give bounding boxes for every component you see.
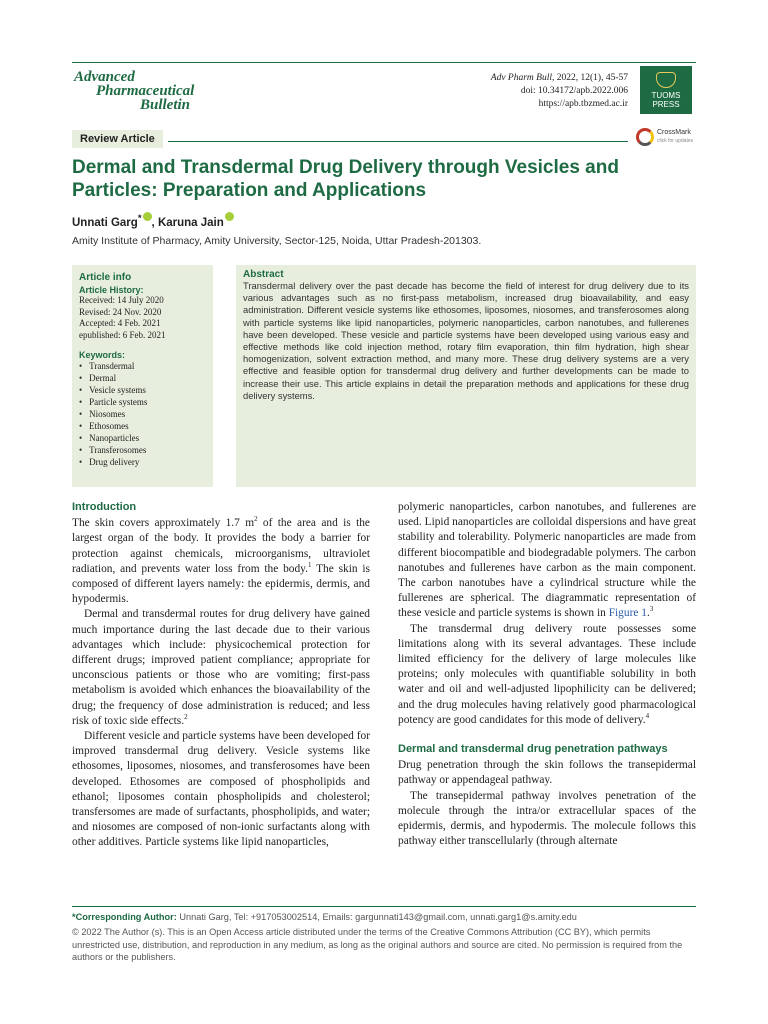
figure-1-link[interactable]: Figure 1 <box>608 607 647 620</box>
tuoms-press-logo <box>640 66 692 114</box>
affiliation: Amity Institute of Pharmacy, Amity University, Sector-125, Noida, Uttar Pradesh-201303. <box>72 235 482 247</box>
citation-journal: Adv Pharm Bull <box>490 73 552 83</box>
author-2: Karuna Jain <box>157 216 224 229</box>
citation-line <box>491 72 628 85</box>
article-title: Dermal and Transdermal Drug Delivery through Vesicles and Particles: Preparation and Applications <box>72 157 619 201</box>
paragraph <box>398 500 696 622</box>
reference-mark[interactable]: 1 <box>307 561 312 570</box>
journal-url[interactable]: https://apb.tbzmed.ac.ir <box>538 99 628 109</box>
paragraph: Different vesicle and particle systems have been developed for improved transdermal drug delivery. Vesicle systems like ethosomes, liposomes, niosomes, and transferosomes have been developed. Ethosomes are composed of phospholipids and ethanol; liposomes contain phospholipids and cholesterol; transfersomes are made of surfactants, phospholipids, and water; and niosomes are composed of non-ionic surfactants along with other additives. Particle systems like lipid nanoparticles, <box>72 730 370 849</box>
corresponding-details: Unnati Garg, Tel: +917053002514, Emails: gargunnati143@gmail.com, unnati.garg1@s.amity.edu <box>176 912 577 922</box>
section-heading-penetration: Dermal and transdermal drug penetration pathways <box>398 743 668 756</box>
article-info-box <box>72 265 213 487</box>
journal-name-line1: Advanced <box>74 69 135 85</box>
paragraph-text: The transdermal drug delivery route possesses some limitations along with its several advantages. These include limited efficiency for the delivery of large molecules like proteins; only molecules with quantifiable solubility in both water and oil and well-adjusted lipophilicity can be delivered; and the drug molecules having relatively good pharmacological potency are good candidates for this mode of delivery. <box>398 622 696 726</box>
press-line1: TUOMS <box>651 91 681 100</box>
body-column-left <box>72 500 370 851</box>
paragraph-text: of the area and is the largest organ of the body. It provides the body a barrier for protection against chemicals, microorganisms, ultraviolet radiation, and prevents water loss from the body. <box>72 517 370 575</box>
paragraph-text: The skin is composed of different layers namely: the epidermis, dermis, and hypodermis. <box>72 562 370 606</box>
reference-mark[interactable]: 4 <box>645 712 650 721</box>
abstract-box <box>236 265 696 487</box>
abstract-text: Transdermal delivery over the past decade has become the field of interest for drug delivery due to its various advantages such as no first-pass metabolism, increased drug bioavailability, and easy administration. Different vesicle systems like ethosomes, liposomes, niosomes, and transferosomes along with particle systems like lipid nanoparticles, polymeric nanoparticles, carbon nanotubes, and fullerenes have been developed. These vesicle and particle systems have been developed using various easy and effective methods like cold injection method, rotary film evaporation, thin film hydration, high shear homogenization, solvent extraction method, and many more. These drug delivery systems are a very effective and feasible option for transdermal drug delivery and further developments can be made to increase their use. This article explains in detail the preparation methods and applications for these drug delivery systems. <box>243 280 689 401</box>
license-text: © 2022 The Author (s). This is an Open Access article distributed under the terms of the Creative Commons Attribution (CC BY), which permits unrestricted use, distribution, and reproduction in any medium, as long as the original authors and source are cited. No permission is required from the authors or the publishers. <box>72 927 683 963</box>
superscript: 2 <box>254 515 258 524</box>
article-type-rule <box>168 141 628 142</box>
section-heading-introduction: Introduction <box>72 501 137 513</box>
paragraph <box>72 607 370 729</box>
footer <box>72 911 696 964</box>
crossmark-label: CrossMark <box>657 129 691 136</box>
body-column-right <box>398 500 696 849</box>
journal-logo <box>74 70 194 112</box>
header-rule <box>72 62 696 63</box>
paragraph: Drug penetration through the skin follows the transepidermal pathway or appendageal pathway. <box>398 759 696 787</box>
keyword-item: • Transdermal <box>79 360 206 372</box>
authors <box>72 212 234 229</box>
press-emblem-icon <box>656 72 676 88</box>
paragraph <box>398 622 696 728</box>
keyword-item: • Ethosomes <box>79 420 206 432</box>
orcid-icon[interactable] <box>225 212 234 221</box>
paragraph-text: polymeric nanoparticles, carbon nanotubes, and fullerenes are used. Lipid nanoparticles are colloidal dispersions and have great stability and tolerability. Polymeric nanoparticles are made from different biocompatible and biodegradable polymers. The carbon nanotubes and fullerenes have carbon as the main component. The carbon nanotubes have a cylindrical structure while the fullerenes are spherical. The diagrammatic representation of these vesicle and particle systems is shown in <box>398 501 696 620</box>
paragraph: The transepidermal pathway involves penetration of the molecule through the intra/or extracellular spaces of the epidermis, dermis, and hypodermis. The molecule follows this pathway either transcellularly (through alternate <box>398 789 696 848</box>
history-revised: Revised: 24 Nov. 2020 <box>79 306 162 317</box>
abstract-heading: Abstract <box>243 269 284 280</box>
article-type-badge: Review Article <box>72 130 163 148</box>
keyword-item: • Dermal <box>79 372 206 384</box>
keyword-item: • Particle systems <box>79 396 206 408</box>
article-info-heading: Article info <box>79 272 132 283</box>
citation-block <box>491 72 628 111</box>
keyword-item: • Transferosomes <box>79 444 206 456</box>
keyword-item: • Niosomes <box>79 408 206 420</box>
corresponding-author <box>72 911 696 923</box>
reference-mark[interactable]: 3 <box>649 605 654 614</box>
footer-rule <box>72 906 696 907</box>
corresponding-mark: * <box>137 213 142 224</box>
paragraph-text: . <box>646 607 650 620</box>
journal-name-line2: Pharmaceutical <box>96 83 195 99</box>
press-line2: PRESS <box>652 100 680 109</box>
keyword-item: • Nanoparticles <box>79 432 206 444</box>
history-accepted: Accepted: 4 Feb. 2021 <box>79 318 161 328</box>
paragraph-text: The skin covers approximately 1.7 m <box>72 517 255 530</box>
crossmark-button[interactable] <box>636 128 693 146</box>
author-1: Unnati Garg <box>72 216 138 229</box>
corresponding-label: *Corresponding Author: <box>72 912 177 922</box>
doi[interactable]: doi: 10.34172/apb.2022.006 <box>520 86 628 96</box>
keyword-item: • Drug delivery <box>79 456 206 468</box>
reference-mark[interactable]: 2 <box>184 713 188 722</box>
author-separator: , <box>151 216 158 229</box>
paragraph-text: Dermal and transdermal routes for drug delivery have gained much importance during the last decade due to their various advantages which include: physicochemical protection for different drugs; improved patient compliance; appropriate for unconscious patients or those who are vomiting; first-pass metabolism is avoided which enhances the bioavailability of the drug; the frequency of dose administration is reduced; and less risk of toxic side effects. <box>72 608 370 727</box>
keywords-list <box>79 360 206 468</box>
orcid-icon[interactable] <box>143 212 152 221</box>
citation-rest: , 2022, 12(1), 45-57 <box>552 73 628 83</box>
journal-name-line3: Bulletin <box>140 97 191 113</box>
history-epublished: epublished: 6 Feb. 2021 <box>79 329 166 340</box>
paragraph <box>72 516 370 607</box>
keyword-item: • Vesicle systems <box>79 384 206 396</box>
history-heading: Article History: <box>79 285 144 295</box>
crossmark-icon <box>636 128 654 146</box>
keywords-heading: Keywords: <box>79 350 126 360</box>
crossmark-sub: click for updates <box>657 138 694 144</box>
history-received: Received: 14 July 2020 <box>79 295 164 305</box>
